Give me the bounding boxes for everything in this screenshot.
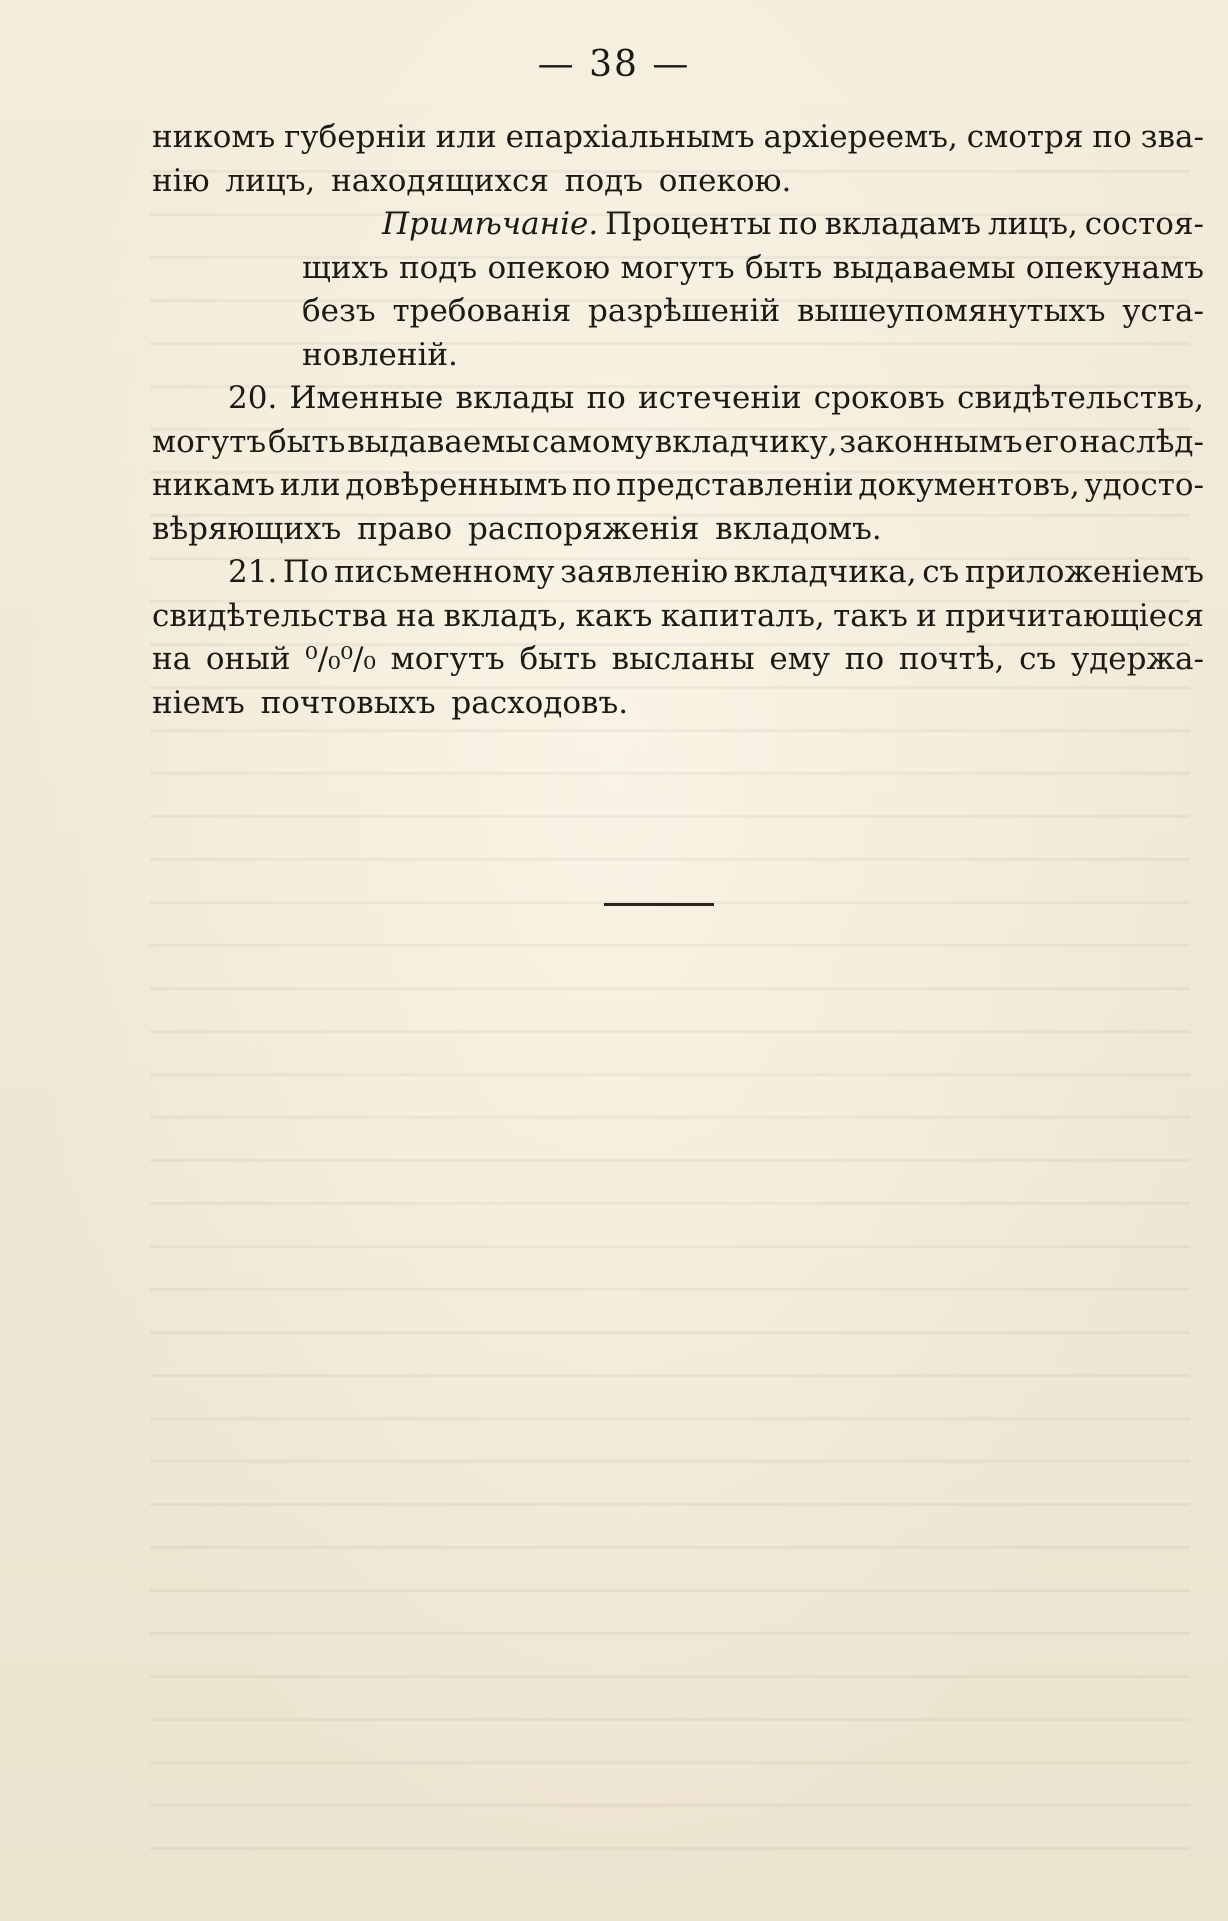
word: архіереемъ, — [763, 119, 958, 155]
word: никомъ — [152, 119, 276, 155]
word: документовъ, — [858, 467, 1080, 503]
word: зва- — [1140, 119, 1204, 155]
page-body — [152, 116, 1204, 725]
word: по — [778, 206, 818, 242]
word: епархіальнымъ — [505, 119, 755, 155]
word: ему — [769, 641, 831, 677]
word: вкладчика, — [733, 554, 917, 590]
word: вкладчику, — [654, 423, 838, 460]
word: самому — [531, 423, 653, 460]
word: вклады — [455, 380, 575, 416]
word: требованія — [392, 293, 572, 329]
word: Проценты — [605, 206, 772, 242]
word: довѣреннымъ — [345, 467, 568, 503]
word: почтѣ, — [898, 641, 1005, 677]
word: нію лицъ, находящихся подъ опекою. — [152, 162, 792, 199]
note-label: Примѣчаніе. — [382, 206, 599, 242]
word: сроковъ — [813, 380, 945, 416]
word: истеченіи — [638, 380, 802, 416]
word: лицъ, — [987, 206, 1078, 242]
word: 20. — [228, 380, 278, 416]
word: опекунамъ — [1025, 249, 1204, 286]
word: быть — [268, 423, 346, 460]
word: подъ — [399, 249, 478, 286]
word: новленій. — [302, 336, 458, 373]
word: вышеупомянутыхъ — [797, 293, 1106, 329]
word: 21. — [228, 554, 278, 590]
word: могутъ — [620, 249, 735, 286]
text-line — [152, 377, 1204, 421]
word: капиталъ, — [660, 597, 825, 634]
word: могутъ — [390, 641, 505, 677]
word: письменному — [334, 554, 555, 590]
word: высланы — [611, 641, 755, 677]
word: по — [586, 380, 626, 416]
word: безъ — [302, 293, 376, 329]
word: представленіи — [616, 467, 854, 503]
word: или — [279, 467, 341, 503]
word: губерніи — [284, 119, 427, 155]
word: его — [1024, 423, 1078, 460]
word: удержа- — [1070, 641, 1204, 677]
word: какъ — [575, 597, 653, 634]
word: и — [916, 597, 937, 634]
paragraph-item-21 — [152, 551, 1204, 725]
word: свидѣтельствъ, — [957, 380, 1204, 416]
word: вкладамъ — [824, 206, 982, 242]
word: ⁰/₀⁰/₀ — [305, 641, 376, 677]
note-first-line — [152, 203, 1204, 247]
text-line — [152, 160, 1204, 204]
section-end-rule — [604, 903, 714, 906]
word: на — [152, 641, 192, 677]
word: свидѣтельства — [152, 597, 388, 634]
text-line — [152, 551, 1204, 595]
word: быть — [744, 249, 823, 286]
text-line — [152, 247, 1204, 291]
word: Именные — [289, 380, 444, 416]
word: ніемъ почтовыхъ расходовъ. — [152, 684, 629, 721]
word: По — [282, 554, 329, 590]
word: смотря — [966, 119, 1084, 155]
word: съ — [1019, 641, 1057, 677]
word: состоя- — [1084, 206, 1204, 242]
word: вкладъ, — [443, 597, 568, 634]
word: по — [1092, 119, 1132, 155]
word: причитающіеся — [945, 597, 1204, 634]
word: такъ — [833, 597, 908, 634]
word: или — [435, 119, 497, 155]
word: на — [396, 597, 436, 634]
text-line — [152, 290, 1204, 334]
paragraph-item-20 — [152, 377, 1204, 551]
word: быть — [519, 641, 597, 677]
text-line — [152, 638, 1204, 682]
text-line — [152, 464, 1204, 508]
word: заявленію — [560, 554, 729, 590]
word: оный — [205, 641, 291, 677]
word: выдаваемы — [347, 423, 530, 460]
word: приложеніемъ — [964, 554, 1204, 590]
word: вѣряющихъ право распоряженія вкладомъ. — [152, 510, 882, 547]
text-line — [152, 682, 1204, 726]
word: выдаваемы — [832, 249, 1016, 286]
word: опекою — [487, 249, 611, 286]
word: разрѣшеній — [588, 293, 781, 329]
word: удосто- — [1084, 467, 1204, 503]
word: наслѣд- — [1079, 423, 1204, 460]
word: могутъ — [152, 423, 267, 460]
paragraph-note — [152, 203, 1204, 377]
text-line — [152, 595, 1204, 639]
page-number: — 38 — — [537, 44, 691, 85]
text-line — [152, 508, 1204, 552]
word: съ — [922, 554, 960, 590]
text-line — [152, 334, 1204, 378]
paragraph-continuation — [152, 116, 1204, 203]
text-line — [152, 116, 1204, 160]
word: по — [572, 467, 612, 503]
word: щихъ — [302, 249, 389, 286]
word: законнымъ — [839, 423, 1023, 460]
word: уста- — [1122, 293, 1204, 329]
word: по — [844, 641, 885, 677]
text-line — [152, 421, 1204, 465]
word: никамъ — [152, 467, 276, 503]
